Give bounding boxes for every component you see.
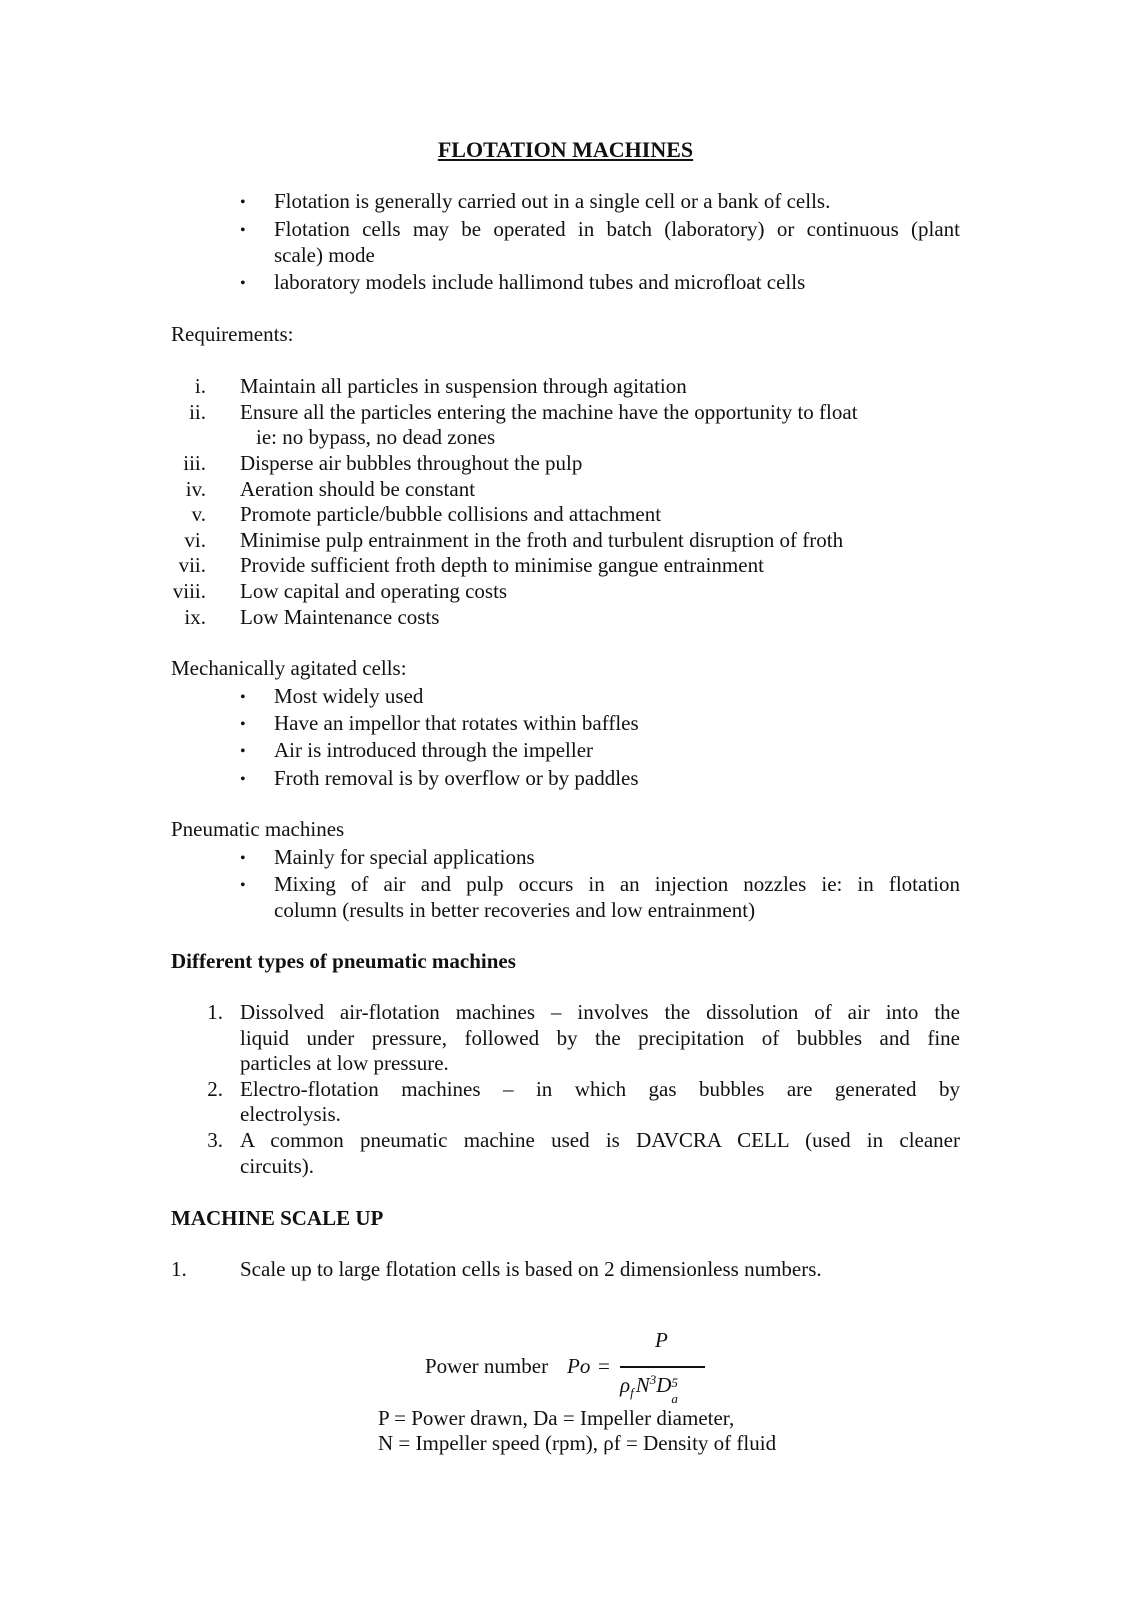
- formula-symbol: Po: [567, 1354, 591, 1378]
- requirement-item: Low capital and operating costs: [240, 579, 508, 603]
- formula-denominator: [620, 1372, 681, 1406]
- requirement-number: i.: [194, 374, 206, 398]
- mechanical-item: Have an impellor that rotates within baffles: [274, 711, 639, 735]
- bullet-icon: •: [240, 222, 246, 239]
- fraction-bar: [620, 1366, 705, 1368]
- requirement-item: Promote particle/bubble collisions and attachment: [240, 502, 662, 526]
- requirement-item: Maintain all particles in suspension through agitation: [240, 374, 687, 398]
- mechanical-item: Most widely used: [274, 684, 424, 708]
- type-item-line: A common pneumatic machine used is DAVCRA CELL (used in cleaner: [240, 1128, 960, 1152]
- d-symbol: D: [656, 1373, 672, 1397]
- requirement-item: Aeration should be constant: [240, 477, 476, 501]
- type-number: 2.: [207, 1077, 223, 1101]
- requirement-item: Low Maintenance costs: [240, 605, 440, 629]
- pneumatic-heading: Pneumatic machines: [171, 817, 345, 841]
- requirement-item-cont: ie: no bypass, no dead zones: [256, 425, 496, 449]
- bullet-icon: •: [240, 194, 246, 211]
- definition-line: N = Impeller speed (rpm), ρf = Density of fluid: [378, 1431, 777, 1455]
- type-item-line: Electro-flotation machines – in which gas bubbles are generated by: [240, 1077, 960, 1101]
- requirement-number: ii.: [189, 400, 206, 424]
- scale-up-heading: MACHINE SCALE UP: [171, 1206, 384, 1230]
- mechanical-item: Air is introduced through the impeller: [274, 738, 594, 762]
- page-title: FLOTATION MACHINES: [437, 137, 694, 162]
- mechanical-item: Froth removal is by overflow or by paddles: [274, 766, 639, 790]
- n-symbol: N: [635, 1373, 650, 1397]
- mechanical-heading: Mechanically agitated cells:: [171, 656, 407, 680]
- intro-bullet-1: Flotation is generally carried out in a single cell or a bank of cells.: [274, 189, 831, 213]
- rho-subscript: f: [630, 1385, 634, 1401]
- rho-symbol: ρ: [620, 1373, 631, 1397]
- requirement-item: Ensure all the particles entering the machine have the opportunity to float: [240, 400, 858, 424]
- type-item-line: liquid under pressure, followed by the precipitation of bubbles and fine: [240, 1026, 960, 1050]
- d-subscript: a: [671, 1391, 678, 1406]
- n-exponent: 3: [649, 1372, 657, 1387]
- d-exponent: 5: [671, 1375, 678, 1390]
- pneumatic-item: Mixing of air and pulp occurs in an injection nozzles ie: in flotation: [274, 872, 960, 896]
- intro-bullet-2-cont: scale) mode: [274, 243, 375, 267]
- bullet-icon: •: [240, 877, 246, 894]
- formula-equals: =: [598, 1354, 610, 1378]
- intro-bullet-3: laboratory models include hallimond tubes and microfloat cells: [274, 270, 806, 294]
- requirement-number: viii.: [172, 579, 206, 603]
- formula-numerator: P: [655, 1328, 668, 1352]
- definition-line: P = Power drawn, Da = Impeller diameter,: [378, 1406, 735, 1430]
- type-item-line: circuits).: [240, 1154, 315, 1178]
- requirement-number: iv.: [185, 477, 206, 501]
- requirement-number: vi.: [184, 528, 206, 552]
- requirement-number: iii.: [183, 451, 206, 475]
- scale-up-number: 1.: [171, 1257, 187, 1281]
- requirement-number: v.: [191, 502, 206, 526]
- bullet-icon: •: [240, 689, 246, 706]
- bullet-icon: •: [240, 275, 246, 292]
- formula-label: Power number: [425, 1354, 549, 1378]
- requirement-number: vii.: [178, 553, 206, 577]
- type-item-line: Dissolved air-flotation machines – involves the dissolution of air into the: [240, 1000, 960, 1024]
- intro-bullet-2: Flotation cells may be operated in batch (laboratory) or continuous (plant: [274, 217, 960, 241]
- requirement-item: Minimise pulp entrainment in the froth and turbulent disruption of froth: [240, 528, 844, 552]
- requirement-number: ix.: [184, 605, 206, 629]
- type-item-line: electrolysis.: [240, 1102, 341, 1126]
- type-item-line: particles at low pressure.: [240, 1051, 449, 1075]
- type-number: 1.: [207, 1000, 223, 1024]
- scale-up-text: Scale up to large flotation cells is based on 2 dimensionless numbers.: [240, 1257, 822, 1281]
- pneumatic-item: Mainly for special applications: [274, 845, 535, 869]
- type-number: 3.: [207, 1128, 223, 1152]
- bullet-icon: •: [240, 850, 246, 867]
- types-heading: Different types of pneumatic machines: [171, 949, 516, 973]
- requirement-item: Disperse air bubbles throughout the pulp: [240, 451, 583, 475]
- bullet-icon: •: [240, 771, 246, 788]
- bullet-icon: •: [240, 716, 246, 733]
- bullet-icon: •: [240, 743, 246, 760]
- requirement-item: Provide sufficient froth depth to minimise gangue entrainment: [240, 553, 764, 577]
- pneumatic-item-cont: column (results in better recoveries and low entrainment): [274, 898, 756, 922]
- requirements-heading: Requirements:: [171, 322, 294, 346]
